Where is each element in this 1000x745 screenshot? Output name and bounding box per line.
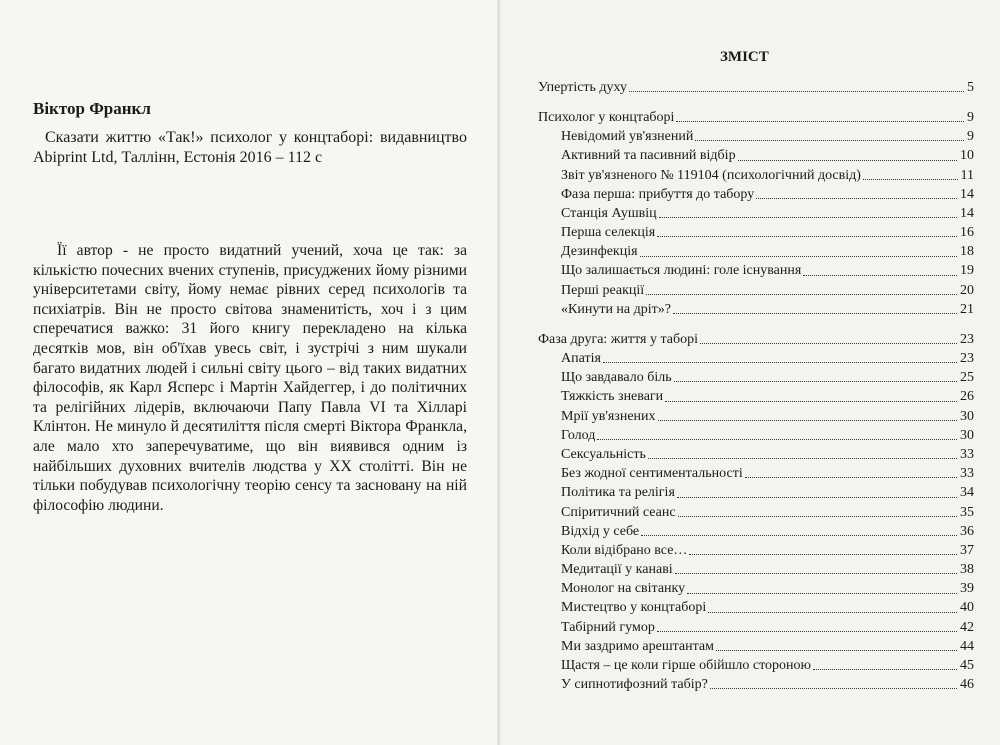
toc-entry-title: Фаза перша: прибуття до табору bbox=[561, 185, 756, 204]
toc-leader-dots bbox=[756, 198, 957, 199]
toc-entry bbox=[530, 368, 974, 387]
toc-entry bbox=[530, 541, 974, 560]
toc-entry bbox=[530, 675, 974, 694]
toc-entry-page: 5 bbox=[967, 79, 974, 95]
toc-entry-title: Фаза друга: життя у таборі bbox=[538, 332, 698, 348]
toc-leader-dots bbox=[659, 217, 957, 218]
toc-leader-dots bbox=[658, 420, 957, 421]
toc-entry-title: Мистецтво у концтаборі bbox=[561, 598, 708, 617]
bibliographic-reference: Сказати життю «Так!» психолог у концтаборі: видавництво Abiprint Ltd, Таллінн, Естонія 2016 – 112 с bbox=[33, 129, 467, 166]
toc-entry-page: 38 bbox=[960, 562, 974, 578]
toc-entry-page: 16 bbox=[960, 225, 974, 241]
toc-leader-dots bbox=[689, 554, 957, 555]
toc-entry-page: 46 bbox=[960, 677, 974, 693]
toc-entry-page: 37 bbox=[960, 542, 974, 558]
toc-entry bbox=[530, 522, 974, 541]
toc-entry-title: Ми заздримо арештантам bbox=[561, 637, 716, 656]
toc-entry-title: Невідомий ув'язнений bbox=[561, 127, 695, 146]
toc-entry-page: 14 bbox=[960, 205, 974, 221]
toc-entry-page: 44 bbox=[960, 638, 974, 654]
toc-entry-title: Щастя – це коли гірше обійшло стороною bbox=[561, 656, 813, 675]
toc-entry-page: 14 bbox=[960, 186, 974, 202]
toc-entry-title: Спіритичний сеанс bbox=[561, 503, 678, 522]
toc-leader-dots bbox=[803, 275, 957, 276]
toc-leader-dots bbox=[657, 631, 957, 632]
toc-leader-dots bbox=[678, 516, 957, 517]
toc-leader-dots bbox=[677, 497, 957, 498]
toc-entry-title: Що завдавало біль bbox=[561, 368, 674, 387]
toc-entry bbox=[530, 127, 974, 146]
toc-entry-title: Звіт ув'язненого № 119104 (психологічний досвід) bbox=[561, 166, 863, 185]
toc-entry-title: Перша селекція bbox=[561, 223, 657, 242]
toc-entry bbox=[530, 656, 974, 675]
toc-entry-title: Тяжкість зневаги bbox=[561, 387, 665, 406]
toc-entry bbox=[530, 445, 974, 464]
toc-entry bbox=[530, 97, 974, 127]
toc-entry-page: 39 bbox=[960, 581, 974, 597]
toc-entry bbox=[530, 483, 974, 502]
toc-entry-page: 9 bbox=[967, 129, 974, 145]
toc-leader-dots bbox=[597, 439, 957, 440]
toc-entry-page: 9 bbox=[967, 110, 974, 126]
toc-entry bbox=[530, 618, 974, 637]
toc-entry bbox=[530, 300, 974, 319]
toc-entry-title: Перші реакції bbox=[561, 281, 646, 300]
toc-entry-title: Табірний гумор bbox=[561, 618, 657, 637]
toc-entry-title: Станція Аушвіц bbox=[561, 204, 659, 223]
toc-entry bbox=[530, 464, 974, 483]
toc-entry-title: Дезинфекція bbox=[561, 242, 640, 261]
toc-entry bbox=[530, 599, 974, 618]
toc-leader-dots bbox=[813, 669, 957, 670]
toc-entry-page: 34 bbox=[960, 485, 974, 501]
toc-leader-dots bbox=[603, 362, 957, 363]
toc-leader-dots bbox=[710, 688, 957, 689]
toc-entry bbox=[530, 426, 974, 445]
toc-leader-dots bbox=[646, 294, 957, 295]
toc-entry-page: 30 bbox=[960, 427, 974, 443]
toc-leader-dots bbox=[673, 313, 957, 314]
toc-entry-title: «Кинути на дріт»? bbox=[561, 300, 673, 319]
toc-entry bbox=[530, 407, 974, 426]
toc-entry-title: Упертість духу bbox=[538, 78, 629, 97]
toc-leader-dots bbox=[640, 256, 957, 257]
toc-entry-page: 40 bbox=[960, 600, 974, 616]
toc-entry bbox=[530, 242, 974, 261]
toc-entry-title: Коли відібрано все… bbox=[561, 541, 689, 560]
toc-entry-page: 36 bbox=[960, 523, 974, 539]
toc-entry bbox=[530, 579, 974, 598]
toc-entry-title: Без жодної сентиментальності bbox=[561, 464, 745, 483]
toc-leader-dots bbox=[745, 477, 957, 478]
toc-leader-dots bbox=[665, 401, 957, 402]
toc-leader-dots bbox=[629, 91, 964, 92]
toc-entry bbox=[530, 185, 974, 204]
toc-title: ЗМІСТ bbox=[720, 49, 769, 65]
book-description: Її автор - не просто видатний учений, хоча це так: за кількістю почесних вчених ступенів, присуджених йому різними університетами світу, йому немає рівних серед психологів та психіатрів. Він не просто світова знаменитість, хоч і з цим сперечатися важко: 31 його книгу перекладено на кілька десятків мов, він об'їхав увесь світ, і зустрічі з ним шукали багато видатних людей і сильні світу цього – від таких видатних філософів, як Карл Ясперс і Мартін Хайдеггер, і до політичних та релігійних лідерів, включаючи Папу Павла VI та Хілларі Клінтон. Не минуло й десятиліття після смерті Віктора Франкла, але мало хто заперечуватиме, що він виявився одним із найбільших духовних вчителів людства у XX столітті. Він не тільки побудував психологічну теорію сенсу та засновану на ній філософію людини. bbox=[33, 242, 467, 514]
toc-entry-page: 33 bbox=[960, 466, 974, 482]
toc-entry-title: Відхід у себе bbox=[561, 522, 641, 541]
toc-entry bbox=[530, 146, 974, 165]
toc-entry bbox=[530, 560, 974, 579]
toc-entry-page: 35 bbox=[960, 504, 974, 520]
toc-leader-dots bbox=[657, 236, 957, 237]
toc-entry-title: Апатія bbox=[561, 349, 603, 368]
toc-leader-dots bbox=[676, 121, 964, 122]
toc-entry-title: Психолог у концтаборі bbox=[538, 110, 675, 126]
toc-entry bbox=[530, 319, 974, 349]
toc-entry bbox=[530, 349, 974, 368]
table-of-contents bbox=[530, 78, 974, 694]
toc-leader-dots bbox=[738, 160, 957, 161]
toc-entry-page: 26 bbox=[960, 389, 974, 405]
toc-entry-title: У сипнотифозний табір? bbox=[561, 675, 710, 694]
toc-entry-page: 25 bbox=[960, 370, 974, 386]
toc-entry-title: Сексуальність bbox=[561, 445, 648, 464]
toc-entry bbox=[530, 281, 974, 300]
toc-entry-page: 45 bbox=[960, 658, 974, 674]
toc-entry-page: 10 bbox=[960, 148, 974, 164]
toc-entry bbox=[530, 262, 974, 281]
toc-entry-page: 21 bbox=[960, 301, 974, 317]
toc-leader-dots bbox=[695, 140, 964, 141]
toc-entry bbox=[530, 204, 974, 223]
toc-leader-dots bbox=[648, 458, 957, 459]
toc-entry-page: 33 bbox=[960, 446, 974, 462]
toc-leader-dots bbox=[700, 343, 957, 344]
toc-entry bbox=[530, 166, 974, 185]
toc-entry-page: 19 bbox=[960, 263, 974, 279]
toc-leader-dots bbox=[716, 650, 957, 651]
toc-entry-title: Політика та релігія bbox=[561, 483, 677, 502]
toc-entry-title: Активний та пасивний відбір bbox=[561, 146, 738, 165]
toc-entry-title: Що залишається людині: голе існування bbox=[561, 261, 803, 280]
toc-entry-title: Медитації у канаві bbox=[561, 560, 675, 579]
toc-entry bbox=[530, 78, 974, 97]
toc-leader-dots bbox=[675, 573, 957, 574]
toc-entry bbox=[530, 387, 974, 406]
toc-entry-page: 42 bbox=[960, 619, 974, 635]
toc-leader-dots bbox=[863, 179, 958, 180]
toc-entry bbox=[530, 223, 974, 242]
toc-entry-title: Голод bbox=[561, 426, 597, 445]
toc-entry-title: Монолог на світанку bbox=[561, 579, 687, 598]
author-name: Віктор Франкл bbox=[33, 99, 151, 118]
toc-entry-page: 23 bbox=[960, 332, 974, 348]
toc-leader-dots bbox=[687, 593, 957, 594]
toc-entry-page: 23 bbox=[960, 351, 974, 367]
toc-leader-dots bbox=[674, 381, 957, 382]
toc-leader-dots bbox=[641, 535, 957, 536]
toc-entry bbox=[530, 637, 974, 656]
toc-entry-page: 30 bbox=[960, 408, 974, 424]
toc-leader-dots bbox=[708, 612, 957, 613]
toc-entry-page: 11 bbox=[960, 167, 974, 183]
toc-entry bbox=[530, 503, 974, 522]
toc-entry-title: Мрії ув'язнених bbox=[561, 407, 658, 426]
toc-entry-page: 20 bbox=[960, 282, 974, 298]
toc-entry-page: 18 bbox=[960, 244, 974, 260]
